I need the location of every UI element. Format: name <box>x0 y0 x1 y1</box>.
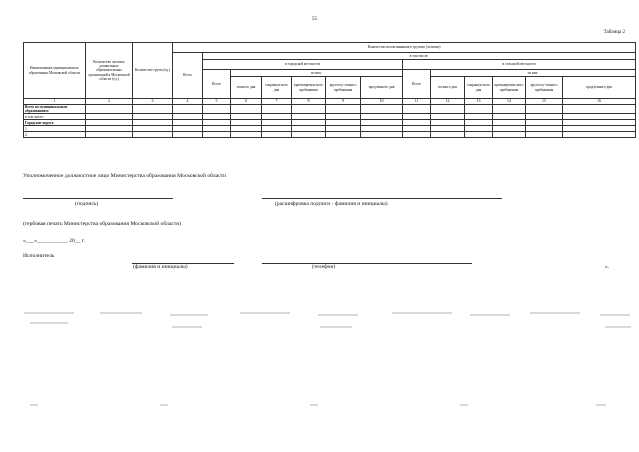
signature-caption: (подпись) <box>75 201 99 207</box>
row-label-2: 2. <box>24 132 86 138</box>
official-label: Уполномоченное должностное лицо Министерства образования Московской области <box>23 173 227 179</box>
bleed-mark <box>605 326 631 328</box>
bleed-mark <box>172 326 202 328</box>
decode-line <box>262 198 502 199</box>
header-rural-short-day: сокращен-ного дня <box>465 77 493 99</box>
bleed-mark <box>392 312 452 314</box>
bleed-mark <box>30 322 68 324</box>
header-in-that-number: в том числе: <box>203 53 636 60</box>
bleed-mark <box>320 326 352 328</box>
report-table <box>23 42 636 138</box>
decode-caption: (расшифровка подписи - фамилия и инициалы) <box>275 201 388 207</box>
header-urban-round-clock: круглосу-точного пребывания <box>326 77 361 99</box>
col-number: 1 <box>24 99 86 105</box>
signature-line <box>23 198 173 199</box>
header-rural: в сельской местности <box>403 60 636 70</box>
bleed-mark <box>318 314 358 316</box>
executor-name-caption: (фамилия и инициалы) <box>133 264 188 270</box>
col-number: 5 <box>203 99 231 105</box>
bleed-mark <box>240 312 290 314</box>
header-pupils-title: Количество воспитанников в группах (человек) <box>173 43 636 53</box>
header-rural-round-clock: круглосу-точного пребывания <box>526 77 563 99</box>
bleed-mark <box>160 404 168 406</box>
executor-label: Исполнитель <box>23 253 55 259</box>
header-urban: в городской местности <box>203 60 403 70</box>
bleed-mark <box>596 404 606 406</box>
col-number: 15 <box>526 99 563 105</box>
header-urban-full-day: полного дня <box>231 77 262 99</box>
header-org-count: Количество частных дошкольных образовательных организаций в Московской области (ед.) <box>86 43 133 99</box>
col-number: 3 <box>133 99 173 105</box>
col-number: 6 <box>231 99 262 105</box>
executor-phone-line <box>262 263 472 264</box>
table-row <box>24 105 636 114</box>
bleed-mark <box>100 312 142 314</box>
page-number: 55 <box>312 17 317 22</box>
header-urban-total: Всего <box>203 70 231 99</box>
header-urban-extended-day: продленного дня <box>361 77 403 99</box>
bleed-mark <box>310 404 318 406</box>
header-total: Всего <box>173 53 203 99</box>
col-number: 14 <box>493 99 526 105</box>
col-number: 10 <box>361 99 403 105</box>
executor-phone-caption: (телефон) <box>312 264 336 270</box>
date-field: «___»___________ 20__ г. <box>23 238 85 244</box>
col-number: 16 <box>563 99 636 105</box>
col-number: 9 <box>326 99 361 105</box>
trailing-mark: ». <box>605 264 610 270</box>
row-label-1: 1. <box>24 126 86 132</box>
bleed-mark <box>530 312 580 314</box>
header-urban-of-them: из них: <box>231 70 403 77</box>
bleed-mark <box>24 312 74 314</box>
col-number: 7 <box>262 99 292 105</box>
col-number: 8 <box>292 99 326 105</box>
seal-label: (гербовая печать Министерства образования Московской области) <box>23 221 182 227</box>
row-label-including: в том числе: <box>24 114 86 120</box>
col-number: 4 <box>173 99 203 105</box>
col-number: 11 <box>403 99 431 105</box>
header-group-count: Количество групп (ед.) <box>133 43 173 99</box>
bleed-mark <box>460 404 468 406</box>
header-rural-short-stay: кратковремен-ного пребывания <box>493 77 526 99</box>
col-number: 2 <box>86 99 133 105</box>
col-number: 12 <box>431 99 465 105</box>
table-caption: Таблица 2 <box>603 30 625 35</box>
header-rural-extended-day: продленного дня <box>563 77 636 99</box>
header-urban-short-day: сокращен-ного дня <box>262 77 292 99</box>
header-rural-of-them: из них: <box>431 70 636 77</box>
bleed-mark <box>600 314 630 316</box>
header-municipality: Наименование муниципального образования Московской области <box>24 43 86 99</box>
row-label-city-districts: Городские округа <box>24 120 86 126</box>
header-rural-total: Всего <box>403 70 431 99</box>
bleed-mark <box>170 314 208 316</box>
col-number: 13 <box>465 99 493 105</box>
bleed-mark <box>470 314 510 316</box>
table-row <box>24 132 636 138</box>
row-label-total: Всего по муниципальным образованиям: <box>24 105 86 114</box>
bleed-mark <box>30 404 38 406</box>
header-rural-full-day: полного дня <box>431 77 465 99</box>
header-urban-short-stay: кратковремен-ного пребывания <box>292 77 326 99</box>
